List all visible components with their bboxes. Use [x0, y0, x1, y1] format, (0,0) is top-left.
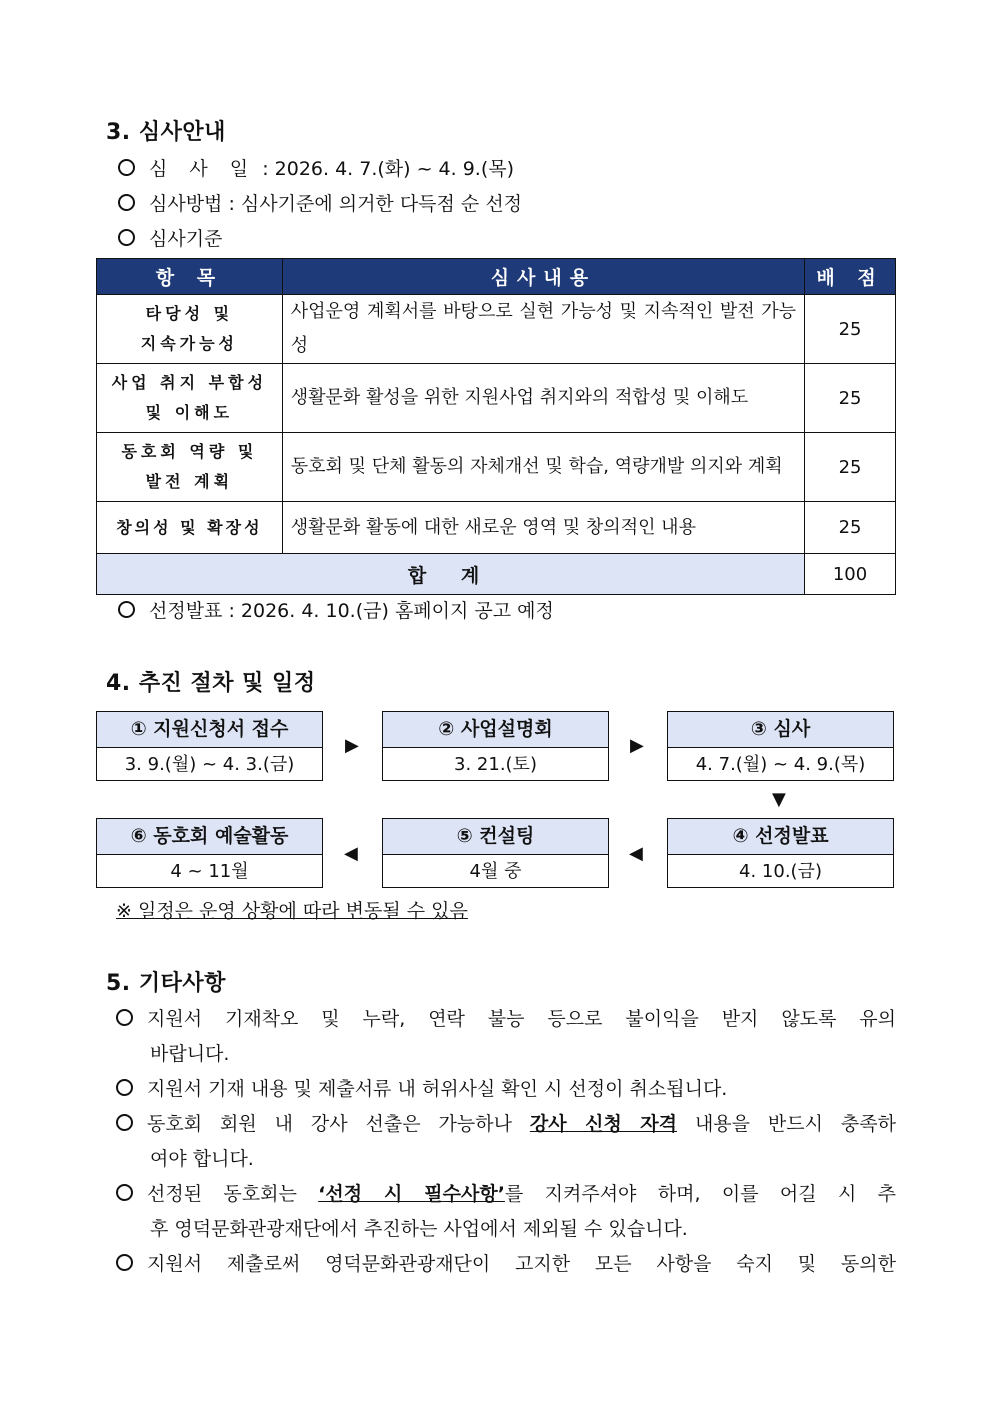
total-row	[97, 554, 896, 595]
notice-item-1	[116, 1002, 896, 1072]
total-score: 100	[805, 554, 896, 595]
step-4-box	[667, 818, 894, 888]
review-date-value: 2026. 4. 7.(화) ~ 4. 9.(목)	[274, 158, 515, 180]
bullet-circle-icon	[116, 1079, 133, 1096]
item-line: 사업 취지 부합성	[111, 373, 268, 392]
notice-text: 내용을 반드시 충족하	[677, 1113, 896, 1135]
step-5-box	[382, 818, 609, 888]
arrow-left-icon: ◀	[344, 843, 358, 864]
step-date: 3. 21.(토)	[454, 754, 537, 775]
bullet-circle-icon	[116, 1009, 133, 1026]
score-cell: 25	[805, 502, 896, 554]
item-line: 발전 계획	[145, 472, 234, 491]
notice-text: 를 지켜주셔야 하며, 이를 어길 시 추	[504, 1183, 896, 1205]
review-criteria-line	[118, 224, 222, 251]
bullet-circle-icon	[118, 194, 135, 211]
notice-text: 지원서 기재착오 및 누락, 연락 불능 등으로 불이익을 받지 않도록 유의	[147, 1008, 896, 1030]
notice-line	[116, 1002, 896, 1037]
arrow-down-icon: ▼	[772, 789, 786, 810]
step-title: ⑥ 동호회 예술활동	[97, 819, 322, 855]
instructor-qualification-emphasis: 강사 신청 자격	[529, 1113, 678, 1135]
step-title: ④ 선정발표	[668, 819, 893, 855]
arrow-right-icon: ▶	[345, 735, 359, 756]
announce-label: 선정발표	[149, 600, 223, 622]
step-date: 4. 10.(금)	[739, 861, 822, 882]
table-row	[97, 502, 896, 554]
desc-cell: 사업운영 계획서를 바탕으로 실현 가능성 및 지속적인 발전 가능성	[282, 295, 804, 364]
criteria-table	[96, 258, 896, 595]
notice-text: 동호회 회원 내 강사 선출은 가능하나	[147, 1113, 530, 1135]
total-label: 합 계	[97, 554, 805, 595]
notice-text: 선정된 동호회는	[147, 1183, 319, 1205]
header-score: 배 점	[805, 259, 896, 295]
step-2-box	[382, 711, 609, 781]
step-3-box	[667, 711, 894, 781]
step-date: 4. 7.(월) ~ 4. 9.(목)	[695, 754, 866, 775]
notice-item-4	[116, 1177, 896, 1247]
bullet-circle-icon	[116, 1184, 133, 1201]
desc-cell: 생활문화 활동에 대한 새로운 영역 및 창의적인 내용	[282, 502, 804, 554]
separator: :	[222, 193, 241, 215]
desc-cell: 생활문화 활성을 위한 지원사업 취지와의 적합성 및 이해도	[282, 364, 804, 433]
separator: :	[256, 158, 275, 180]
item-cell	[97, 295, 283, 364]
step-date: 3. 9.(월) ~ 4. 3.(금)	[124, 754, 295, 775]
announce-line	[118, 596, 554, 623]
notice-line	[116, 1177, 896, 1212]
review-method-label: 심사방법	[149, 193, 223, 215]
step-6-box	[96, 818, 323, 888]
required-items-emphasis: ‘선정 시 필수사항’	[318, 1183, 505, 1205]
desc-cell: 동호회 및 단체 활동의 자체개선 및 학습, 역량개발 의지와 계획	[282, 433, 804, 502]
notice-item-5	[116, 1247, 896, 1282]
table-header-row	[97, 259, 896, 295]
bullet-circle-icon	[116, 1114, 133, 1131]
review-criteria-label: 심사기준	[149, 228, 223, 250]
notice-text: 지원서 제출로써 영덕문화관광재단이 고지한 모든 사항을 숙지 및 동의한	[147, 1253, 896, 1275]
score-cell: 25	[805, 364, 896, 433]
notice-line	[116, 1072, 896, 1107]
notice-line: 바랍니다.	[150, 1043, 230, 1065]
bullet-circle-icon	[118, 159, 135, 176]
review-date-label: 심 사 일	[149, 158, 257, 180]
bullet-circle-icon	[116, 1254, 133, 1271]
header-content: 심사내용	[282, 259, 804, 295]
section-4-title: 4. 추진 절차 및 일정	[106, 671, 316, 696]
notice-line: 후 영덕문화관광재단에서 추진하는 사업에서 제외될 수 있습니다.	[150, 1218, 688, 1240]
section-3-title: 3. 심사안내	[106, 120, 226, 145]
step-title: ⑤ 컨설팅	[383, 819, 608, 855]
item-line: 동호회 역량 및	[121, 442, 258, 461]
step-title: ③ 심사	[668, 712, 893, 748]
schedule-note: ※ 일정은 운영 상황에 따라 변동될 수 있음	[116, 900, 468, 922]
step-date: 4 ~ 11월	[170, 861, 249, 882]
review-method-line	[118, 189, 522, 216]
bullet-circle-icon	[118, 601, 135, 618]
arrow-right-icon: ▶	[630, 735, 644, 756]
step-title: ② 사업설명회	[383, 712, 608, 748]
item-line: 타당성 및	[145, 304, 234, 323]
review-method-value: 심사기준에 의거한 다득점 순 선정	[240, 193, 523, 215]
notice-line	[116, 1107, 896, 1142]
item-cell	[97, 364, 283, 433]
table-row	[97, 433, 896, 502]
notice-text: 지원서 기재 내용 및 제출서류 내 허위사실 확인 시 선정이 취소됩니다.	[147, 1078, 728, 1100]
notice-line	[116, 1247, 896, 1282]
step-1-box	[96, 711, 323, 781]
notice-item-2	[116, 1072, 896, 1107]
section-5-title: 5. 기타사항	[106, 971, 226, 996]
table-row	[97, 364, 896, 433]
step-date: 4월 중	[469, 861, 522, 882]
bullet-circle-icon	[118, 229, 135, 246]
notice-item-3	[116, 1107, 896, 1177]
item-line: 지속가능성	[140, 334, 239, 353]
announce-value: 2026. 4. 10.(금) 홈페이지 공고 예정	[240, 600, 554, 622]
step-title: ① 지원신청서 접수	[97, 712, 322, 748]
arrow-left-icon: ◀	[629, 843, 643, 864]
separator: :	[222, 600, 241, 622]
header-item: 항 목	[97, 259, 283, 295]
review-date-line	[118, 154, 514, 181]
score-cell: 25	[805, 433, 896, 502]
score-cell: 25	[805, 295, 896, 364]
item-line: 및 이해도	[145, 403, 234, 422]
item-cell	[97, 433, 283, 502]
item-cell: 창의성 및 확장성	[97, 502, 283, 554]
table-row	[97, 295, 896, 364]
notice-line: 여야 합니다.	[150, 1148, 254, 1170]
